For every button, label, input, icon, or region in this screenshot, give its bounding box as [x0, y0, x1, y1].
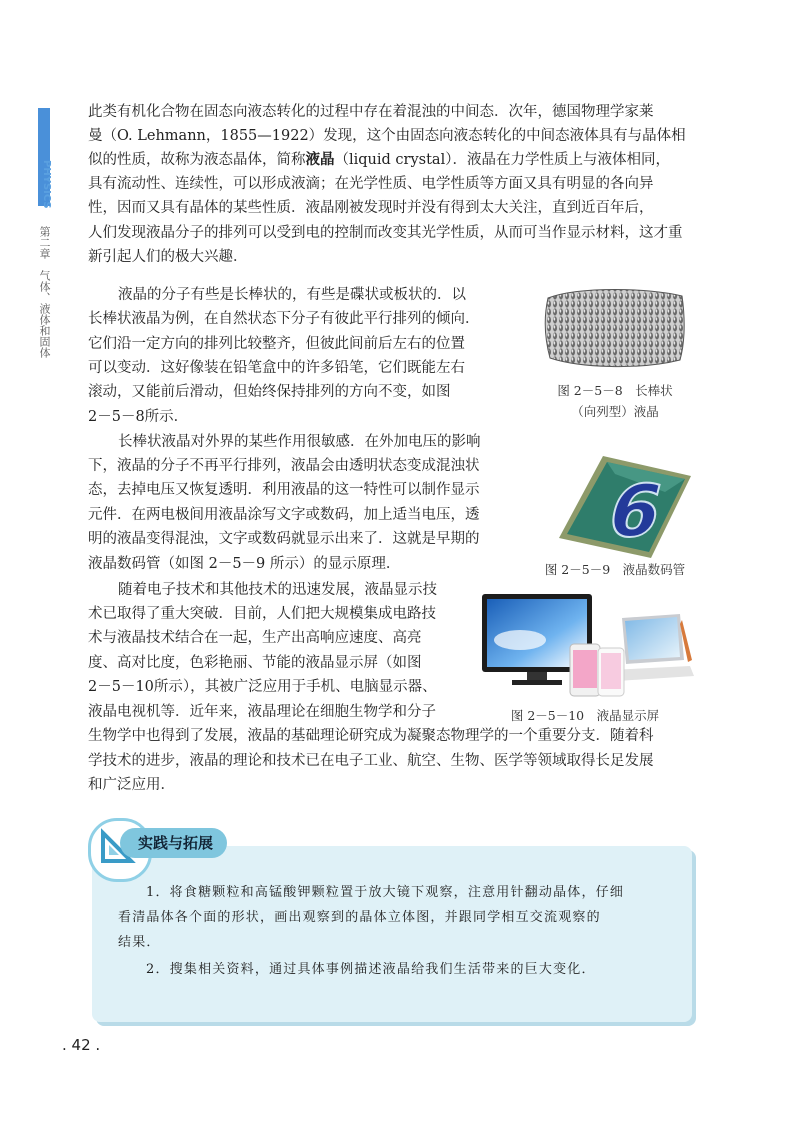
page-number: . 42 . [62, 1036, 101, 1054]
text-line: 人们发现液晶分子的排列可以受到电的控制而改变其光学性质，从而可当作显示材料，这才重 [88, 225, 683, 241]
text-line: 可以变动．这好像装在铅笔盒中的许多铅笔，它们既能左右 [88, 360, 465, 376]
text-line: 液晶电视机等．近年来，液晶理论在细胞生物学和分子 [88, 704, 436, 720]
text-segment: 似的性质，故称为液态晶体，简称 [88, 152, 306, 168]
text-line: 明的液晶变得混浊，文字或数码就显示出来了．这就是早期的 [88, 531, 480, 547]
lcd-screens-image [480, 590, 695, 702]
text-line: 2－5－10所示），其被广泛应用于手机、电脑显示器、 [88, 679, 437, 695]
text-line: 态，去掉电压又恢复透明．利用液晶的这一特性可以制作显示 [88, 482, 480, 498]
digit-six: 6 [599, 470, 671, 554]
side-chapter-label: 第二章 气体、液体和固体 [38, 226, 51, 358]
text-line: 具有流动性、连续性，可以形成液滴；在光学性质、电学性质等方面又具有明显的各向异 [88, 176, 654, 192]
text-line: 和广泛应用． [88, 777, 175, 793]
figure-caption: 图 2－5－10 液晶显示屏 [510, 708, 660, 723]
practice-title: 实践与拓展 [120, 828, 227, 858]
text-line: 长棒状液晶为例，在自然状态下分子有彼此平行排列的倾向． [88, 311, 480, 327]
text-segment: （liquid crystal）．液晶在力学性质上与液体相同， [334, 152, 670, 168]
practice-item-1-line-2: 看清晶体各个面的形状，画出观察到的晶体立体图，并跟同学相互交流观察的 [118, 910, 601, 925]
text-line: 此类有机化合物在固态向液态转化的过程中存在着混浊的中间态．次年，德国物理学家莱 [88, 104, 654, 120]
text-line: 长棒状液晶对外界的某些作用很敏感．在外加电压的影响 [118, 434, 481, 450]
text-line: 元件．在两电极间用液晶涂写文字或数码，加上适当电压，透 [88, 507, 480, 523]
figure-lcd-screens [480, 590, 695, 702]
rod-crystal-image [540, 284, 690, 370]
text-line [88, 148, 708, 172]
text-line: 新引起人们的极大兴趣． [88, 249, 248, 265]
side-subject-label: PHYSICS [41, 160, 52, 209]
figure-caption: 图 2－5－9 液晶数码管 [544, 562, 686, 577]
text-line: 术与液晶技术结合在一起，生产出高响应速度、高亮 [88, 630, 422, 646]
text-line: 性，因而又具有晶体的某些性质．液晶刚被发现时并没有得到太大关注，直到近百年后， [88, 200, 654, 216]
text-line: 它们沿一定方向的排列比较整齐，但彼此间前后左右的位置 [88, 336, 465, 352]
text-line: 学技术的进步，液晶的理论和技术已在电子工业、航空、生物、医学等领域取得长足发展 [88, 753, 654, 769]
practice-item-1-line-1: 1．将食糖颗粒和高锰酸钾颗粒置于放大镜下观察，注意用针翻动晶体，仔细 [146, 885, 625, 900]
figure-rod-liquid-crystal [540, 284, 690, 370]
text-line: 2－5－8所示． [88, 409, 189, 425]
text-line: 下，液晶的分子不再平行排列，液晶会由透明状态变成混浊状 [88, 458, 480, 474]
practice-item-2: 2．搜集相关资料，通过具体事例描述液晶给我们生活带来的巨大变化． [146, 962, 596, 977]
key-term: 液晶 [305, 152, 335, 168]
digit-tube-image [555, 452, 695, 562]
text-line: 液晶数码管（如图 2－5－9 所示）的显示原理． [88, 556, 401, 572]
text-line: 度、高对比度，色彩艳丽、节能的液晶显示屏（如图 [88, 655, 422, 671]
practice-item-1-line-3: 结果． [118, 935, 161, 950]
figure-caption: 图 2－5－8 长棒状 [557, 383, 673, 398]
figure-lcd-digit-tube [555, 452, 695, 562]
text-line: 术已取得了重大突破．目前，人们把大规模集成电路技 [88, 606, 436, 622]
text-line: 生物学中也得到了发展，液晶的基础理论研究成为凝聚态物理学的一个重要分支．随着科 [88, 728, 654, 744]
text-line: 液晶的分子有些是长棒状的，有些是碟状或板状的．以 [118, 287, 466, 303]
figure-caption: （向列型）液晶 [571, 404, 659, 419]
text-line: 滚动，又能前后滑动，但始终保持排列的方向不变，如图 [88, 384, 451, 400]
text-line: 曼（O. Lehmann，1855—1922）发现，这个由固态向液态转化的中间态液体具有与晶体相 [88, 128, 686, 144]
text-line: 随着电子技术和其他技术的迅速发展，液晶显示技 [118, 582, 437, 598]
